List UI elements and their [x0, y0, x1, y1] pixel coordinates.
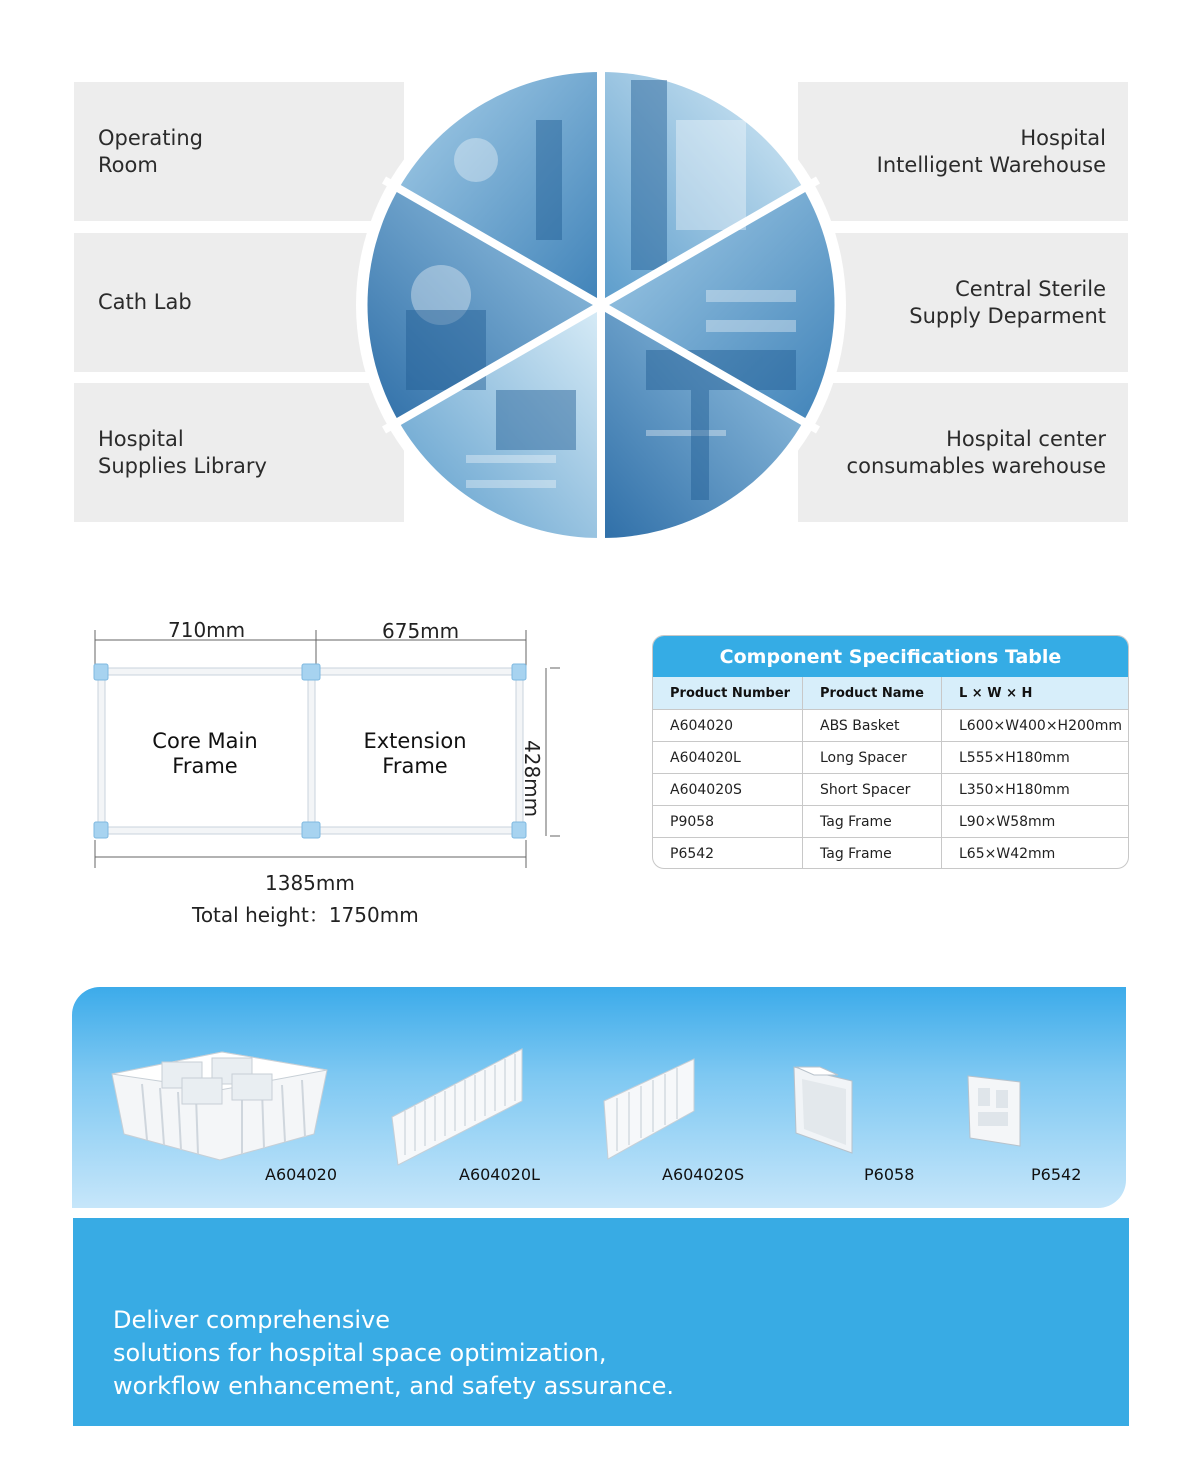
- area-label: Operating Room: [98, 125, 203, 177]
- product-number: A604020S: [653, 774, 803, 805]
- product-dimensions: L350×H180mm: [959, 781, 1070, 798]
- product-number: P6542: [653, 838, 803, 869]
- product-dimensions: L90×W58mm: [959, 813, 1056, 830]
- area-label: Hospital Supplies Library: [98, 426, 267, 478]
- product-name: Long Spacer: [803, 742, 942, 773]
- dimension-total-height: Total height：1750mm: [192, 903, 419, 927]
- frame-dimension-diagram: [60, 600, 620, 940]
- component-specifications-table: [652, 635, 1129, 869]
- area-label: Cath Lab: [98, 290, 192, 314]
- connector: [512, 822, 526, 838]
- product-name: Tag Frame: [803, 838, 942, 869]
- long-spacer-image: [390, 1045, 530, 1170]
- table-row: [653, 773, 1128, 805]
- application-areas: [0, 0, 1200, 560]
- column-header: L × W × H: [959, 685, 1033, 701]
- components-showcase: [72, 987, 1126, 1208]
- connector: [302, 664, 320, 680]
- table-row: [653, 709, 1128, 741]
- table-header-row: [653, 677, 1128, 709]
- area-label: Hospital center consumables warehouse: [846, 426, 1106, 478]
- component-code: A604020L: [459, 1165, 540, 1184]
- product-number: P9058: [653, 806, 803, 837]
- connector: [94, 664, 108, 680]
- core-main-frame-label: Core Main Frame: [152, 729, 258, 778]
- product-name: ABS Basket: [803, 710, 942, 741]
- hospital-scenes-wheel: [346, 60, 856, 550]
- product-dimensions: L555×H180mm: [959, 749, 1070, 766]
- column-header: Product Number: [653, 677, 803, 709]
- product-number: A604020L: [653, 742, 803, 773]
- short-spacer-image: [602, 1055, 702, 1165]
- component-code: P6542: [1031, 1165, 1082, 1184]
- table-row: [653, 805, 1128, 837]
- dimension-depth: 428mm: [520, 740, 544, 818]
- table-row: [653, 741, 1128, 773]
- extension-frame-label: Extension Frame: [363, 729, 467, 778]
- tag-frame-small-image: [964, 1072, 1026, 1152]
- table-row: [653, 837, 1128, 869]
- area-label: Hospital Intelligent Warehouse: [876, 125, 1106, 177]
- tag-frame-large-image: [790, 1063, 860, 1158]
- product-number: A604020: [653, 710, 803, 741]
- abs-basket-image: [102, 1022, 332, 1162]
- connector: [512, 664, 526, 680]
- connector: [94, 822, 108, 838]
- product-dimensions: L65×W42mm: [959, 845, 1056, 862]
- dimension-total-width: 1385mm: [265, 871, 355, 895]
- column-header: Product Name: [803, 677, 942, 709]
- table-title: Component Specifications Table: [653, 636, 1128, 677]
- component-code: P6058: [864, 1165, 915, 1184]
- product-name: Short Spacer: [803, 774, 942, 805]
- closing-banner: [73, 1218, 1129, 1426]
- component-code: A604020S: [662, 1165, 745, 1184]
- component-code: A604020: [265, 1165, 338, 1184]
- product-name: Tag Frame: [803, 806, 942, 837]
- product-dimensions: L600×W400×H200mm: [959, 717, 1123, 734]
- dimension-extension-width: 675mm: [382, 619, 460, 643]
- dimension-core-width: 710mm: [168, 618, 246, 642]
- connector: [302, 822, 320, 838]
- area-label: Central Sterile Supply Deparment: [909, 276, 1106, 328]
- banner-statement: Deliver comprehensive solutions for hospital space optimization, workflow enhancement, and safety assurance.: [113, 1306, 674, 1400]
